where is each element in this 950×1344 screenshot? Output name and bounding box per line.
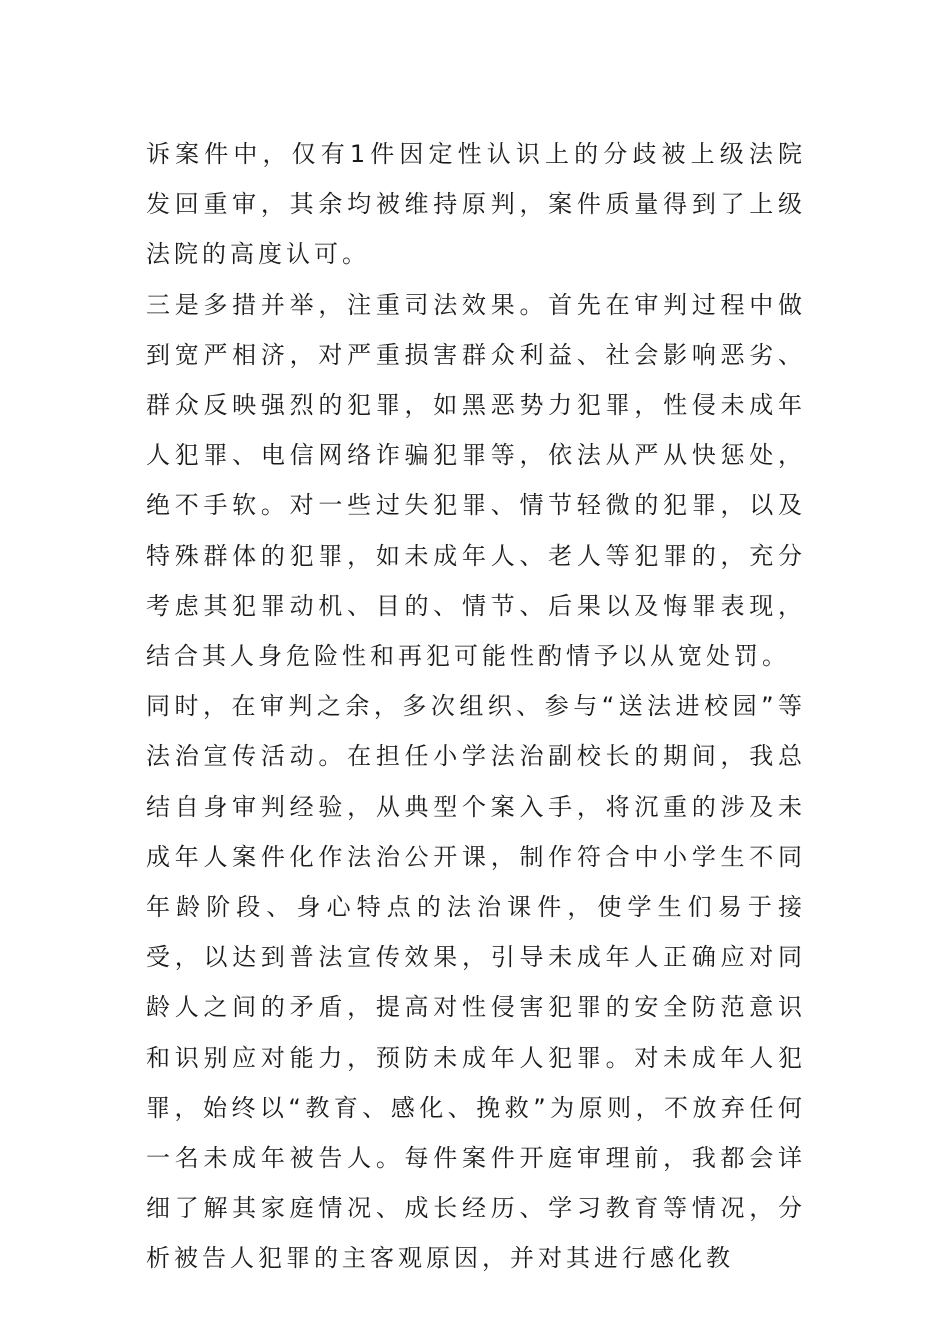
paragraph-continuation: 诉案件中，仅有1件因定性认识上的分歧被上级法院发回重审，其余均被维持原判，案件质量得到了上级法院的高度认可。 (146, 140, 806, 269)
paragraph-legal-education: 同时，在审判之余，多次组织、参与“送法进校园”等法治宣传活动。在担任小学法治副校长的期间，我总结自身审判经验，从典型个案入手，将沉重的涉及未成年人案件化作法治公开课，制作符合中小学生不同年龄阶段、身心特点的法治课件，使学生们易于接受，以达到普法宣传效果，引导未成年人正确应对同龄人之间的矛盾，提高对性侵害犯罪的安全防范意识和识别应对能力，预防未成年人犯罪。对未成年人犯罪，始终以“教育、感化、挽救”为原则，不放弃任何一名未成年被告人。每件案件开庭审理前，我都会详细了解其家庭情况、成长经历、学习教育等情况，分析被告人犯罪的主客观原因，并对其进行感化教 (146, 692, 806, 1273)
paragraph-judicial-effect: 三是多措并举，注重司法效果。首先在审判过程中做到宽严相济，对严重损害群众利益、社会影响恶劣、群众反映强烈的犯罪，如黑恶势力犯罪，性侵未成年人犯罪、电信网络诈骗犯罪等，依法从严从快惩处，绝不手软。对一些过失犯罪、情节轻微的犯罪，以及特殊群体的犯罪，如未成年人、老人等犯罪的，充分考虑其犯罪动机、目的、情节、后果以及悔罪表现，结合其人身危险性和再犯可能性酌情予以从宽处罚。 (146, 290, 806, 671)
document-body (146, 129, 806, 1284)
